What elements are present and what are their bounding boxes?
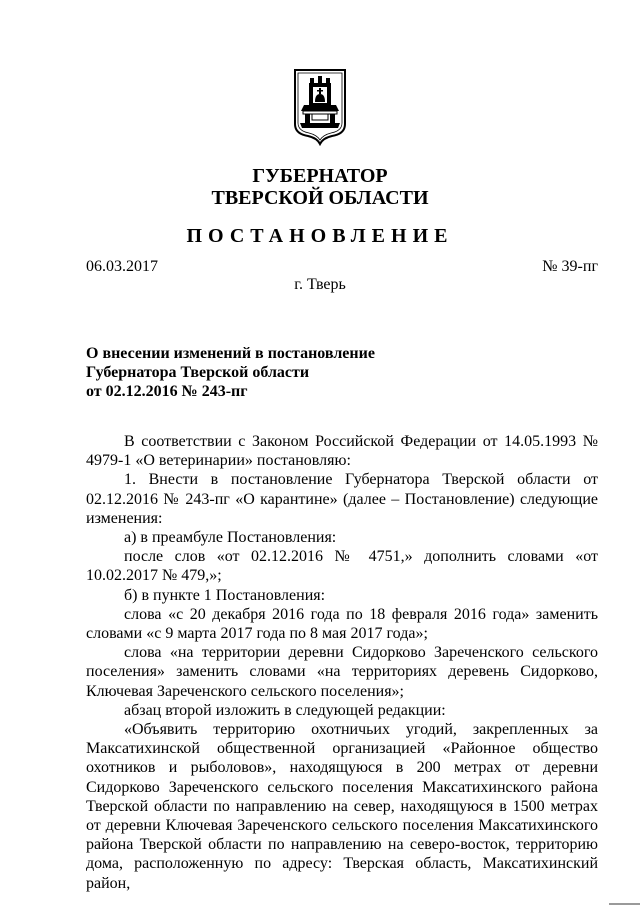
body-paragraph-b-declaration: «Объявить территорию охотничьих угодий, закрепленных за Максатихинской общественной организацией «Районное общество охотников и рыболовов», находящуюся в 200 метрах от деревни Сидорково Зареченского сельского поселения Максатихинского района Тверской области по направлению на север, находящуюся в 1500 метрах от деревни Ключевая Зареченского сельского поселения Максатихинского района Тверской области по направлению на северо-восток, территорию дома, расположенную по адресу: Тверская область, Максатихинский район,: [86, 721, 598, 892]
document-subject: [86, 344, 375, 401]
document-number: № 39-пг: [542, 258, 598, 275]
coat-of-arms-icon: [292, 66, 348, 146]
body-paragraph-subitem-a: а) в преамбуле Постановления:: [124, 529, 337, 547]
body-paragraph-b-dates: слова «с 20 декабря 2016 года по 18 февраля 2016 года» заменить словами «с 9 марта 2017 года по 8 мая 2017 года»;: [86, 605, 598, 643]
body-paragraph-b-second-para: абзац второй изложить в следующей редакции:: [124, 701, 446, 719]
body-paragraph-preamble: В соответствии с Законом Российской Федерации от 14.05.1993 № 4979-1 «О ветеринарии» постановляю:: [86, 433, 598, 470]
body-paragraph-item-1: 1. Внести в постановление Губернатора Тверской области от 02.12.2016 № 243-пг «О карантине» (далее – Постановление) следующие изменения:: [86, 471, 598, 527]
subject-line3: от 02.12.2016 № 243-пг: [86, 383, 248, 400]
document-city: г. Тверь: [294, 276, 346, 293]
issuer-title-line2: ТВЕРСКОЙ ОБЛАСТИ: [211, 187, 429, 209]
body-paragraph-subitem-b: б) в пункте 1 Постановления:: [124, 586, 326, 604]
document-date: 06.03.2017: [86, 258, 158, 275]
document-type-title: ПОСТАНОВЛЕНИЕ: [186, 225, 454, 247]
issuer-title-line1: ГУБЕРНАТОР: [252, 165, 388, 187]
subject-line1: О внесении изменений в постановление: [86, 345, 375, 362]
document-body: [86, 432, 598, 893]
body-paragraph-b-territory: слова «на территории деревни Сидорково Зареченского сельского поселения» заменить словами «на территориях деревень Сидорково, Ключевая Зареченского сельского поселения»;: [86, 644, 598, 700]
body-paragraph-a-text: после слов «от 02.12.2016 № 4751,» дополнить словами «от 10.02.2017 № 479,»;: [86, 548, 598, 585]
subject-line2: Губернатора Тверской области: [86, 364, 310, 381]
